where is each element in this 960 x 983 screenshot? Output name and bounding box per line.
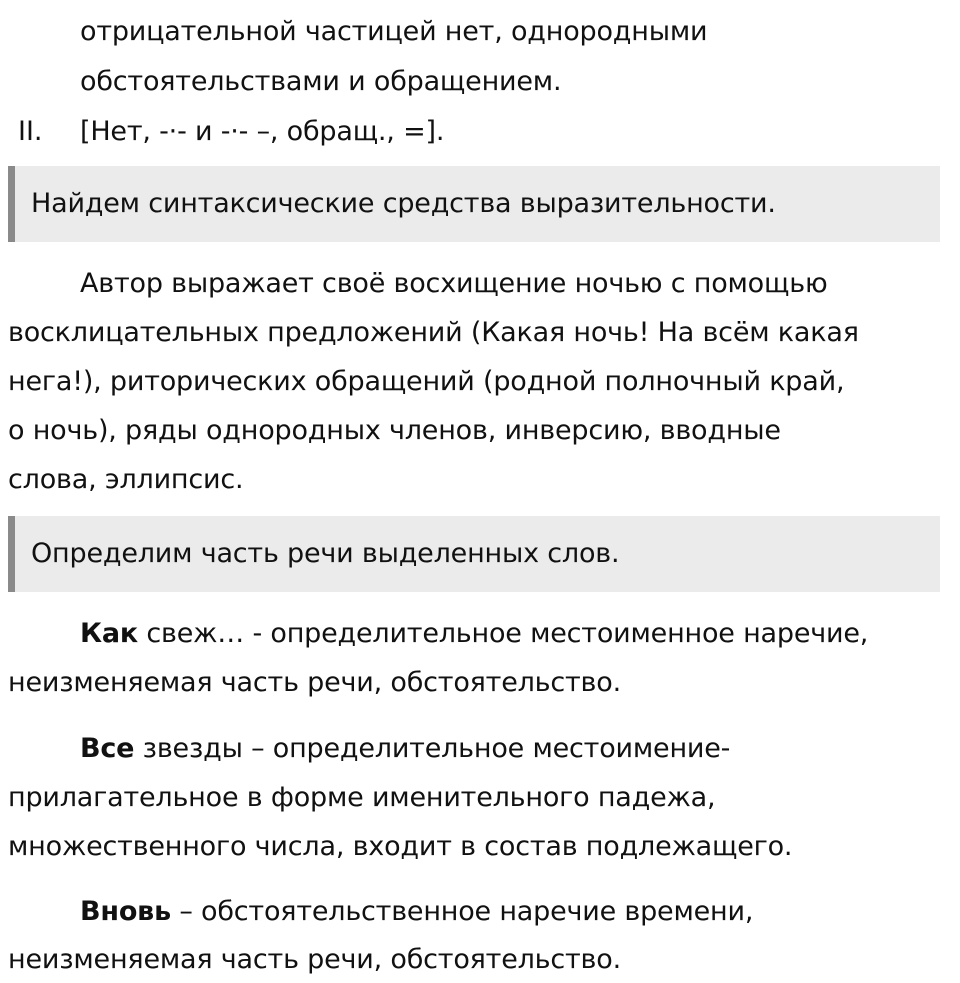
- analysis-item-vse: [80, 729, 730, 769]
- sentence-scheme: [Нет, -·- и -·- –, обращ., =].: [80, 116, 445, 147]
- paragraph-line: Автор выражает своё восхищение ночью с помощью: [80, 268, 828, 299]
- paragraph-line: о ночь), ряды однородных членов, инверсию, вводные: [8, 415, 781, 446]
- analysis-continuation: множественного числа, входит в состав подлежащего.: [8, 831, 793, 862]
- analysis-text: – обстоятельственное наречие времени,: [170, 896, 754, 927]
- roman-numeral-label: II.: [18, 116, 43, 147]
- paragraph-line: нега!), риторических обращений (родной полночный край,: [8, 366, 845, 397]
- section-heading-parts-of-speech: [8, 516, 940, 592]
- intro-line-1: отрицательной частицей нет, однородными: [80, 16, 708, 47]
- section-heading-syntax: [8, 166, 940, 242]
- analysis-item-kak: [80, 614, 868, 654]
- analyzed-word: Как: [80, 618, 139, 649]
- analyzed-word: Все: [80, 733, 135, 764]
- intro-line-2: обстоятельствами и обращением.: [80, 66, 562, 97]
- paragraph-line: восклицательных предложений (Какая ночь! На всём какая: [8, 317, 859, 348]
- analysis-continuation: неизменяемая часть речи, обстоятельство.: [8, 944, 621, 975]
- analysis-item-vnov: [80, 892, 753, 932]
- section-heading-text: Определим часть речи выделенных слов.: [31, 538, 620, 569]
- analysis-continuation: прилагательное в форме именительного падежа,: [8, 782, 716, 813]
- analysis-continuation: неизменяемая часть речи, обстоятельство.: [8, 667, 621, 698]
- analyzed-word: Вновь: [80, 896, 171, 927]
- section-heading-text: Найдем синтаксические средства выразительности.: [31, 188, 776, 219]
- paragraph-line: слова, эллипсис.: [8, 464, 244, 495]
- analysis-text: свеж… - определительное местоименное наречие,: [138, 618, 869, 649]
- analysis-text: звезды – определительное местоимение-: [134, 733, 731, 764]
